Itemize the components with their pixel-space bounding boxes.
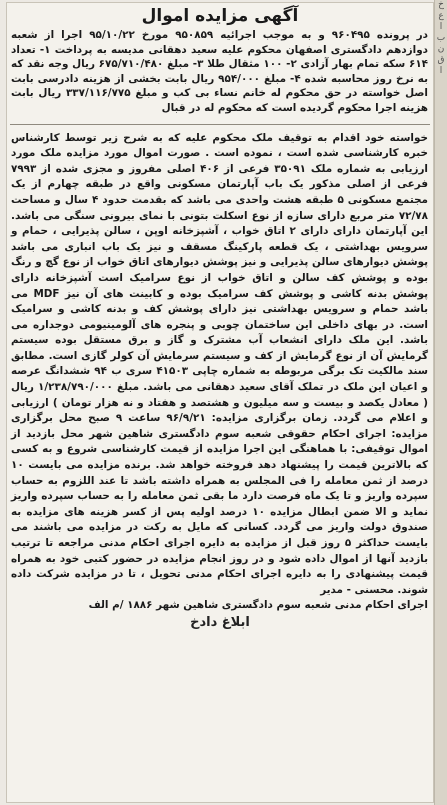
strip-char: ن xyxy=(437,44,445,54)
strip-char: ا xyxy=(439,22,443,32)
notice-signature: اجرای احکام مدنی شعبه سوم دادگستری شاهین شهر ۱۸۸۶ /م الف xyxy=(88,599,428,612)
strip-char: ع xyxy=(438,11,444,21)
section-divider xyxy=(10,118,430,125)
strip-char: خ xyxy=(438,0,444,10)
notice-title: آگهی مزایده اموال xyxy=(141,6,299,26)
strip-char: ب xyxy=(436,33,446,43)
notice-paragraph-details: خواسته خود اقدام به توقیف ملک محکوم علیه که به شرح زیر توسط کارشناس خبره کارشناسی شده است ، نموده است . صورت اموال مورد مزایده ملک مورد ارزیابی به شماره ملک ۳۵۰۹۱ فرعی از ۴۰۶ اصلی مفروز و مجزی شده از ۷۹۹۳ فرعی از اصلی مذکور یک باب آپارتمان مسکونی واقع در طبقه چهارم از یک مجتمع مسکونی ۵ طبقه هشت واحدی می باشد که بقدمت حدود ۴ سال و مساحت ۷۲/۷۸ متر مربع دارای سازه از نوع اسکلت بتونی با نمای بیرونی سنگی می باشد. این آپارتمان دارای دارای ۲ اتاق خواب ، آشپزخانه اوپن ، سالن پذیرایی ، حمام و سرویس بهداشتی ، یک قطعه پارکینگ مسقف و نیز یک باب انباری می باشد پوشش دیوارهای سالن پذیرایی و نیز پوشش دیوارهای اتاق خواب از نوع گچ و رنگ بوده و پوشش کف سالن و اتاق خواب از نوع سرامیک است آشپزخانه دارای پوشش بدنه کاشی و پوشش کف سرامیک بوده و کابینت های آن نیز MDF می باشد حمام و سرویس بهداشتی نیز دارای پوشش کف و بدنه کاشی و سرامیک است. در بهای داخلی این ساختمان چوبی و پنجره های آلومینیومی دوجداره می باشد. این ملک دارای انشعاب آب مشترک و گاز و برق مستقل بوده سیستم گرمایش آن از نوع گرمایش از کف و سیستم سرمایش آن کولر گازی است. مطابق سند مالکیت تک برگی مربوطه به شماره چاپی ۴۱۵۰۳ سری ب ۹۴ ششدانگ عرصه و اعیان این ملک در تملک آقای سعید دهقانی می باشد. مبلغ ۱/۲۳۸/۷۹۰/۰۰۰ ریال ( معادل یکصد و بیست و سه میلیون و هشتصد و هفتاد و نه هزار تومان ) ارزیابی و اعلام می گردد. زمان برگزاری مزایده: ۹۶/۹/۲۱ ساعت ۹ صبح محل برگزاری مزایده: اجرای احکام حقوقی شعبه سوم دادگستری شاهین شهر محل بازدید از اموال توقیفی: با هماهنگی این اجرا مزایده از قیمت کارشناسی شروع و به کسی که بالاترین قیمت را پیشنهاد دهد فروخته خواهد شد. برنده مزایده می بایست ۱۰ درصد از ثمن معامله را فی المجلس به همراه داشته باشد تا عند اللزوم به حساب سپرده واریز و تا یک ماه فرصت دارد ما بقی ثمن معامله را به حساب سپرده واریز نماید و الا ضمن ابطال مزایده ۱۰ درصد اولیه پس از کسر هزینه های مزایده به صندوق دولت واریز می گردد. کسانی که مایل به رکت در مزایده می باشند می بایست حداکثر ۵ روز قبل از مزایده به دایره اجرای احکام مدنی مراجعه تا ترتیب بازدید آنها از اموال داده شود و در روز انجام مزایده در حضور کتبی خود به همراه قیمت پیشنهادی را به دایره اجرای احکام مدنی تحویل ، تا در مزایده شرکت داده شوند. محسنی - مدیر xyxy=(11,131,429,596)
next-notice-title: ابلاغ دادخ xyxy=(190,615,250,631)
newspaper-clipping xyxy=(6,2,434,803)
adjacent-column-strip xyxy=(434,0,447,805)
strip-char: ا xyxy=(439,66,443,76)
notice-paragraph-intro: در پرونده ۹۶۰۴۹۵ و به موجب اجرائیه ۹۵۰۸۵۹ مورخ ۹۵/۱۰/۲۲ اجرا از شعبه دوازدهم دادگستری اصفهان محکوم علیه سعید دهقانی مدیسه به پرداخت ۱- تعداد ۶۱۴ سکه تمام بهار آزادی ۲- ۱۰۰ مثقال طلا ۳- مبلغ ۶۷۵/۷۱۰/۴۸۰ ریال وجه نقد که به نرخ روز محاسبه شده ۴- مبلغ ۹۵۴/۰۰۰ ریال بابت بخشی از هزینه دادرسی بابت اصل خواسته در حق محکوم له خانم نساء بی کب و مبلغ ۳۳۷/۱۱۶/۷۷۵ ریال بابت هزینه اجرا محکوم گردیده است که محکوم له در قبال xyxy=(11,29,429,114)
strip-char: ق xyxy=(437,55,445,65)
